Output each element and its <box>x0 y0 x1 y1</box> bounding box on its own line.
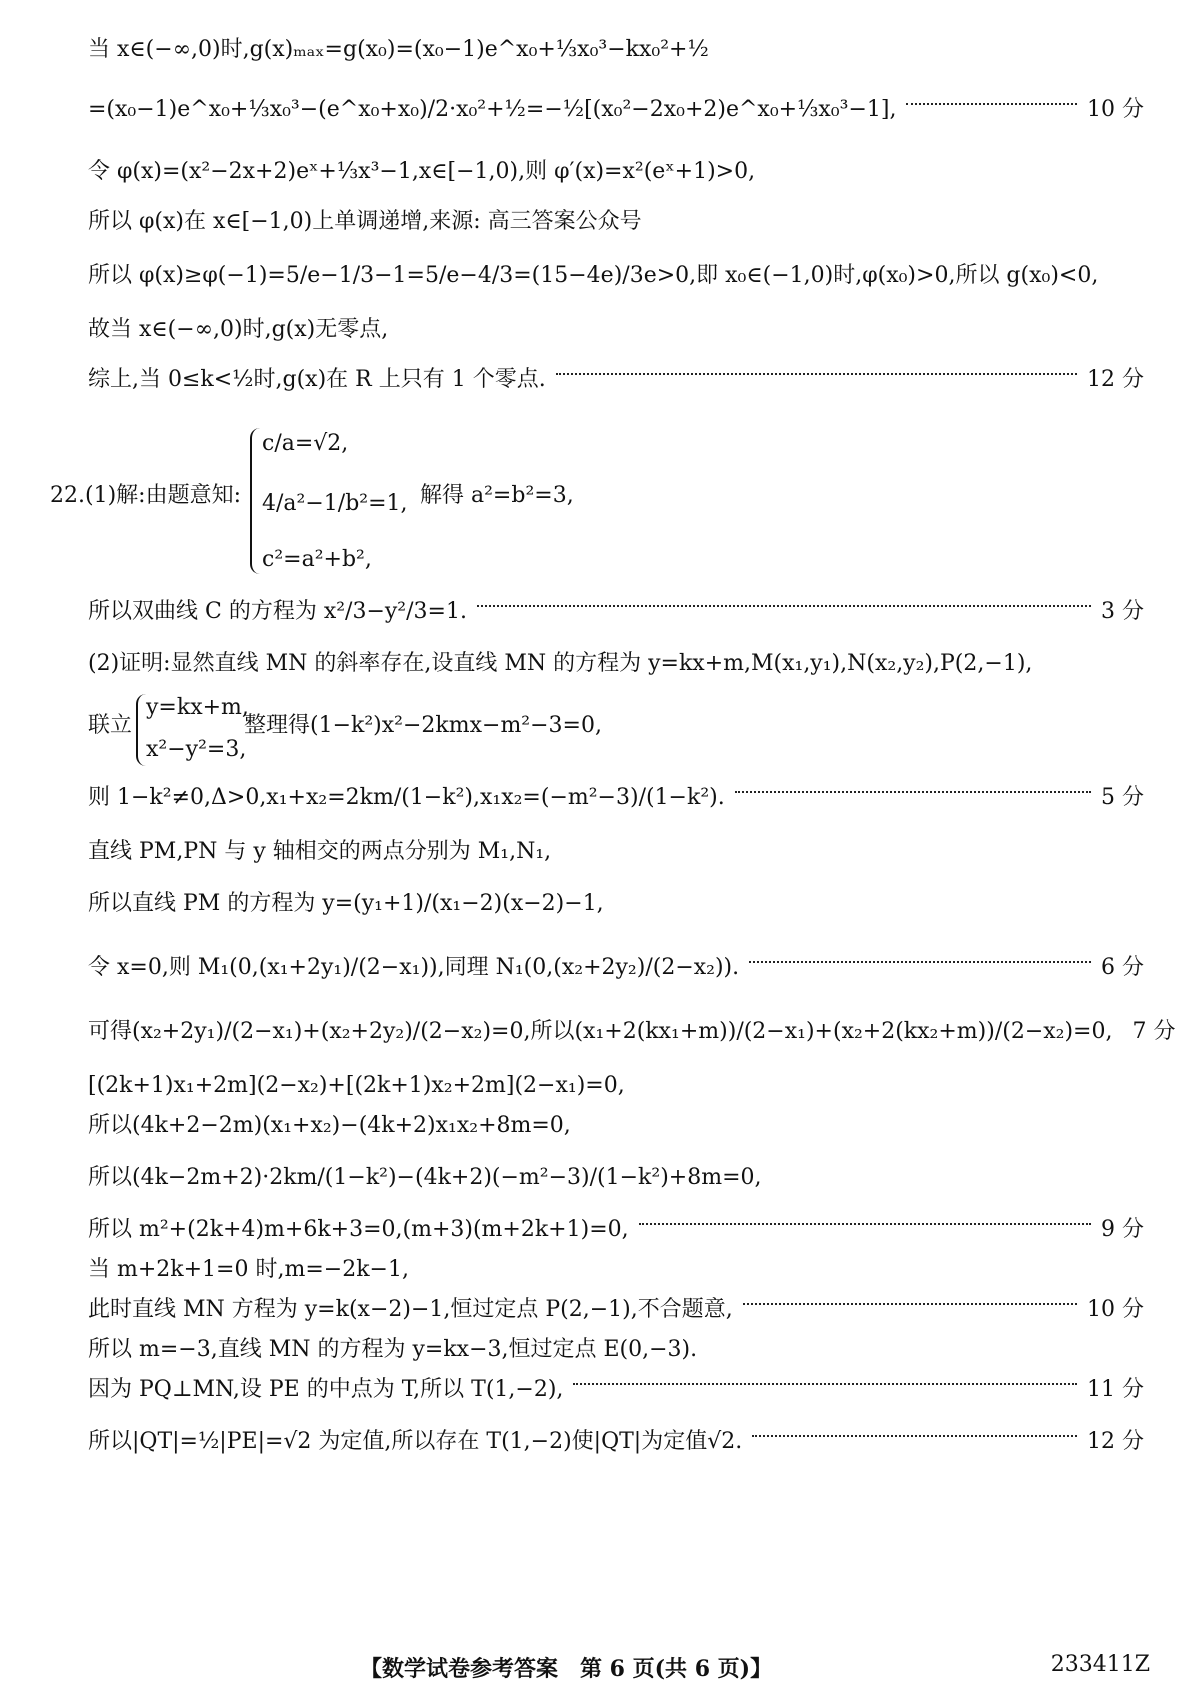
dotted-leader <box>752 1435 1077 1437</box>
text: 直线 PM,PN 与 y 轴相交的两点分别为 M₁,N₁, <box>88 839 552 864</box>
text: 令 φ(x)=(x²−2x+2)eˣ+⅓x³−1,x∈[−1,0),则 φ′(x)=x²(eˣ+1)>0, <box>88 159 756 184</box>
equation-line-simplify <box>88 1112 1144 1140</box>
system-eq-1: c/a=√2, <box>262 431 349 456</box>
score-label: 10 分 <box>1087 97 1144 122</box>
text-line-no-zero <box>88 316 1144 344</box>
text: 当 m+2k+1=0 时,m=−2k−1, <box>88 1257 409 1282</box>
equation-line-gmax <box>88 36 1144 64</box>
text: 因为 PQ⊥MN,设 PE 的中点为 T,所以 T(1,−2), <box>88 1377 564 1402</box>
score-label: 6 分 <box>1101 955 1144 980</box>
score-label: 5 分 <box>1101 785 1144 810</box>
equation-line-phi-def <box>88 158 1144 186</box>
dotted-leader <box>556 373 1077 375</box>
text-line-conclusion <box>88 366 1144 394</box>
system2-label: 联立 <box>88 713 133 738</box>
text: 所以 φ(x)≥φ(−1)=5/e−1/3−1=5/e−4/3=(15−4e)/3e>0,即 x₀∈(−1,0)时,φ(x₀)>0,所以 g(x₀)<0, <box>88 263 1099 288</box>
equation-line-pm <box>88 890 1144 918</box>
dotted-leader <box>639 1223 1091 1225</box>
text: 可得(x₂+2y₁)/(2−x₁)+(x₂+2y₂)/(2−x₂)=0,所以(x₁+2(kx₁+m))/(2−x₁)+(x₂+2(kx₂+m))/(2−x₂)=0, <box>88 1019 1113 1044</box>
text: (2)证明:显然直线 MN 的斜率存在,设直线 MN 的方程为 y=kx+m,M(x₁,y₁),N(x₂,y₂),P(2,−1), <box>88 651 1033 676</box>
equation-line-sum-zero <box>88 1018 1176 1046</box>
text: 令 x=0,则 M₁(0,(x₁+2y₁)/(2−x₁)),同理 N₁(0,(x₂+2y₂)/(2−x₂)). <box>88 955 740 980</box>
text: 所以(4k+2−2m)(x₁+x₂)−(4k+2)x₁x₂+8m=0, <box>88 1113 571 1138</box>
dotted-leader <box>743 1303 1077 1305</box>
text-line-case <box>88 1256 1144 1284</box>
score-label: 10 分 <box>1087 1297 1144 1322</box>
system2-result: 整理得(1−k²)x²−2kmx−m²−3=0, <box>244 713 602 738</box>
equation-line-substitute <box>88 1164 1144 1192</box>
score-label: 12 分 <box>1087 1429 1144 1454</box>
text-line-monotonic <box>88 208 1144 236</box>
text-line-final <box>88 1428 1144 1456</box>
system-brace <box>250 428 262 574</box>
question-22-label: 22.(1)解:由题意知: <box>50 483 241 508</box>
dotted-leader <box>477 605 1091 607</box>
equation-line-phi-bound <box>88 262 1144 290</box>
system2-eq-2: x²−y²=3, <box>146 737 247 762</box>
text: =(x₀−1)e^x₀+⅓x₀³−(e^x₀+x₀)/2·x₀²+½=−½[(x₀²−2x₀+2)e^x₀+⅓x₀³−1], <box>88 97 897 122</box>
text: [(2k+1)x₁+2m](2−x₂)+[(2k+1)x₂+2m](2−x₁)=0, <box>88 1073 625 1098</box>
equation-line-expand <box>88 1072 1144 1100</box>
text-line-intersections <box>88 838 1144 866</box>
equation-line-vieta <box>88 784 1144 812</box>
equation-line-expansion <box>88 96 1144 124</box>
score-label: 9 分 <box>1101 1217 1144 1242</box>
dotted-leader <box>906 103 1077 105</box>
text-line-midpoint <box>88 1376 1144 1404</box>
dotted-leader <box>749 961 1091 963</box>
dotted-leader <box>735 791 1091 793</box>
text: 所以 φ(x)在 x∈[−1,0)上单调递增,来源: 高三答案公众号 <box>88 209 642 234</box>
text-line-part2 <box>88 650 1144 678</box>
equation-line-factor <box>88 1216 1144 1244</box>
text: 综上,当 0≤k<½时,g(x)在 R 上只有 1 个零点. <box>88 367 546 392</box>
footer-code: 233411Z <box>1050 1652 1150 1677</box>
text: 所以直线 PM 的方程为 y=(y₁+1)/(x₁−2)(x−2)−1, <box>88 891 604 916</box>
score-label: 3 分 <box>1101 599 1144 624</box>
score-label: 11 分 <box>1087 1377 1144 1402</box>
score-label: 12 分 <box>1087 367 1144 392</box>
footer-title: 【数学试卷参考答案 第 6 页(共 6 页)】 <box>360 1656 773 1682</box>
text: 所以 m²+(2k+4)m+6k+3=0,(m+3)(m+2k+1)=0, <box>88 1217 629 1242</box>
dotted-leader <box>573 1383 1077 1385</box>
text: 所以(4k−2m+2)·2km/(1−k²)−(4k+2)(−m²−3)/(1−k²)+8m=0, <box>88 1165 762 1190</box>
text: 此时直线 MN 方程为 y=k(x−2)−1,恒过定点 P(2,−1),不合题意, <box>88 1297 733 1322</box>
equation-line-m1-n1 <box>88 954 1144 982</box>
equation-line-hyperbola <box>88 598 1144 626</box>
text: 故当 x∈(−∞,0)时,g(x)无零点, <box>88 317 389 342</box>
system2-eq-1: y=kx+m, <box>146 695 249 720</box>
text-line-fixed-point <box>88 1336 1144 1364</box>
system-eq-2: 4/a²−1/b²=1, <box>262 491 408 516</box>
system-eq-3: c²=a²+b², <box>262 547 372 572</box>
text-line-reject <box>88 1296 1144 1324</box>
score-label: 7 分 <box>1132 1019 1176 1044</box>
text: 所以双曲线 C 的方程为 x²/3−y²/3=1. <box>88 599 467 624</box>
text: 当 x∈(−∞,0)时,g(x)ₘₐₓ=g(x₀)=(x₀−1)e^x₀+⅓x₀³−kx₀²+½ <box>88 37 709 62</box>
text: 所以 m=−3,直线 MN 的方程为 y=kx−3,恒过定点 E(0,−3). <box>88 1337 698 1362</box>
system-result: 解得 a²=b²=3, <box>420 483 574 508</box>
text: 所以|QT|=½|PE|=√2 为定值,所以存在 T(1,−2)使|QT|为定值√2. <box>88 1429 743 1454</box>
text: 则 1−k²≠0,Δ>0,x₁+x₂=2km/(1−k²),x₁x₂=(−m²−3)/(1−k²). <box>88 785 725 810</box>
